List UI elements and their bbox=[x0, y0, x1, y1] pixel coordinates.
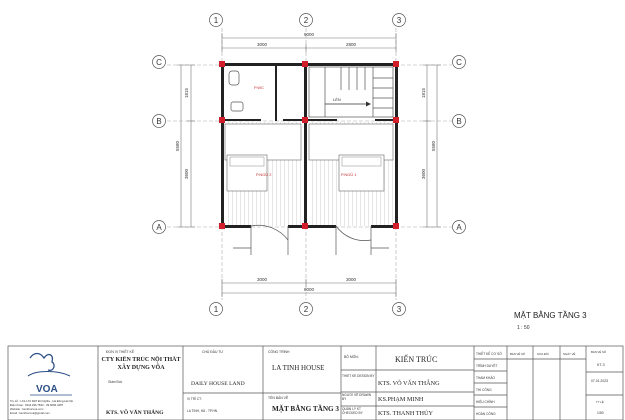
dimension-text: 5580 bbox=[175, 140, 180, 152]
project-label: CÔNG TRÌNH bbox=[268, 350, 290, 354]
dimension-text: 3600 bbox=[421, 168, 426, 180]
stage-item: THI CÔNG bbox=[476, 388, 492, 392]
stage-item: HOÀN CÔNG bbox=[476, 412, 496, 416]
stair-label: LÊN bbox=[333, 97, 341, 102]
design-unit-label: ĐƠN VỊ THIẾT KẾ bbox=[106, 350, 135, 354]
sheet-no-label: BẢN VẼ SỐ bbox=[591, 350, 607, 354]
axis-bubbles-right bbox=[453, 56, 466, 234]
company-logo bbox=[28, 354, 72, 396]
room-label-wc: P.WC bbox=[254, 85, 264, 90]
scale-label: TỶ LỆ bbox=[596, 400, 604, 404]
dimension-text: 9000 bbox=[303, 32, 315, 37]
dimension-text: 5580 bbox=[431, 140, 436, 152]
toilet-icon bbox=[229, 71, 239, 85]
axis-label: A bbox=[156, 223, 162, 232]
axis-bubbles-top bbox=[210, 14, 406, 27]
sheet-date: 07.01.2023 bbox=[591, 379, 608, 383]
dimension-text: 3000 bbox=[256, 42, 268, 47]
dimension-text: 1815 bbox=[184, 87, 189, 99]
stage-item: HIỆU CHỈNH bbox=[476, 400, 495, 404]
drawn-name: KS.PHẠM MINH bbox=[378, 396, 424, 403]
sheet-code: KT-3 bbox=[597, 363, 605, 367]
dimensions-top bbox=[222, 32, 396, 52]
designer-name: KTS. VÕ VĂN THẮNG bbox=[378, 380, 440, 387]
project-name: LA TINH HOUSE bbox=[272, 364, 325, 372]
wardrobe-2 bbox=[225, 124, 301, 160]
room-label-bed1: P.NGỦ 1 bbox=[341, 172, 357, 177]
company-email: Email : kienthucvoa@gmail.com bbox=[10, 411, 50, 415]
designer-label: THIẾT KẾ DESIGN BY bbox=[342, 374, 375, 378]
revision-header: BẢN VẼ SỐ bbox=[510, 352, 526, 356]
company-address: Trụ sở : LK1-LT2 KĐT Đô Nghĩa - Hà Đông-Hà Nội bbox=[10, 399, 73, 403]
investor-name: DAILY HOUSE LAND bbox=[191, 381, 245, 387]
revision-header: SỬA ĐỔI bbox=[537, 352, 549, 356]
dimension-text: 6000 bbox=[303, 287, 315, 292]
axis-label: 3 bbox=[396, 305, 402, 314]
dimensions-left bbox=[175, 65, 195, 227]
axis-label: C bbox=[156, 58, 162, 67]
axis-bubbles-bottom bbox=[210, 303, 406, 316]
dimension-text: 3600 bbox=[184, 168, 189, 180]
company-website: Website : kienthucvoa.com bbox=[10, 407, 44, 411]
room-label-bed2: P.NGỦ 2 bbox=[256, 172, 272, 177]
checked-label: QUẢN LÝ KT CHECKED BY bbox=[342, 407, 363, 415]
axis-label: 1 bbox=[213, 305, 219, 314]
drawn-label: NGƯỜI VẼ DRAWN BY bbox=[342, 393, 372, 401]
title-block bbox=[8, 346, 623, 420]
axis-label: 3 bbox=[396, 16, 402, 25]
drawing-name: MẶT BẰNG TẦNG 3 bbox=[272, 405, 340, 413]
stair bbox=[309, 67, 393, 117]
checked-name: KTS. THANH THỦY bbox=[378, 410, 433, 417]
drawing-label: TÊN BẢN VẼ bbox=[268, 396, 289, 400]
investor-label: CHỦ ĐẦU TƯ bbox=[202, 350, 224, 354]
scale-value: 1/50 bbox=[597, 411, 604, 415]
discipline-label: BỘ MÔN: bbox=[344, 355, 359, 359]
dimensions-bottom bbox=[222, 277, 396, 297]
company-sub: Giám Đốc bbox=[108, 380, 123, 384]
dimensions-right bbox=[421, 65, 441, 227]
stage-item: THIẾT KẾ CƠ SỞ bbox=[476, 352, 502, 356]
company-phone: Điện thoại : 0344.296.7843 - 09.6666.4487 bbox=[10, 403, 64, 407]
revision-header: NGÀY VẼ bbox=[563, 352, 576, 356]
sheet-scale: 1 : 50 bbox=[517, 325, 530, 331]
dimension-text: 3000 bbox=[345, 277, 357, 282]
dimension-text: 2800 bbox=[345, 42, 357, 47]
stage-item: TRÌNH DUYỆT bbox=[476, 364, 498, 368]
axis-bubbles-left bbox=[153, 56, 166, 234]
axis-label: B bbox=[156, 117, 162, 126]
wardrobe-1 bbox=[309, 124, 393, 160]
axis-label: 2 bbox=[303, 305, 309, 314]
company-name: CTY KIẾN TRÚC NỘI THẤT XÂY DỰNG VÕA bbox=[101, 357, 181, 371]
axis-label: 2 bbox=[303, 16, 309, 25]
dimension-text: 3000 bbox=[256, 277, 268, 282]
director-name: KTS. VÕ VĂN THẮNG bbox=[106, 410, 164, 416]
axis-label: 1 bbox=[213, 16, 219, 25]
axis-label: A bbox=[456, 223, 462, 232]
dimension-text: 1815 bbox=[421, 87, 426, 99]
discipline-value: KIẾN TRÚC bbox=[395, 355, 438, 364]
axis-label: C bbox=[456, 58, 462, 67]
svg-text:VOA: VOA bbox=[36, 384, 58, 395]
location-label: VỊ TRÍ CT: bbox=[187, 397, 202, 401]
sheet-title: MẶT BẰNG TẦNG 3 bbox=[514, 311, 587, 320]
axis-label: B bbox=[456, 117, 462, 126]
stage-item: THAM KHẢO bbox=[476, 376, 495, 380]
floor-plan bbox=[219, 61, 399, 255]
sink-icon bbox=[231, 102, 243, 111]
location-value: LA TINH, HÀ - TP.HN bbox=[187, 409, 218, 413]
